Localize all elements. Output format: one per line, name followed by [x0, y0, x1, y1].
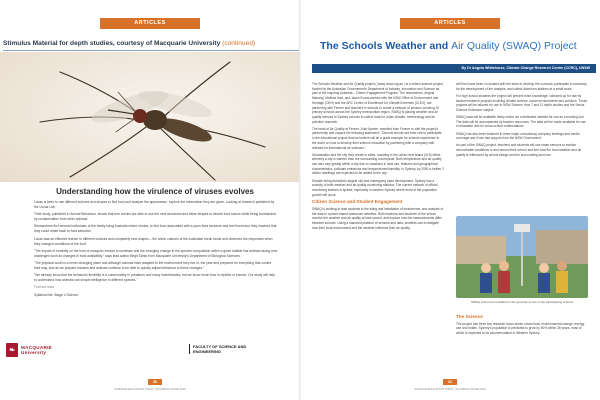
- right-page: [300, 0, 600, 400]
- article-paragraph: Researchers find several individuals of the family living Australia where shrubs, to find food associated with a open flora structure and feel forest and they reached that they could relate back to food selection.: [34, 224, 277, 234]
- article-column-2: [456, 82, 588, 160]
- title-rest: Air Quality (SWAQ) Project: [451, 40, 577, 52]
- column-paragraph: SWAQ is working to lead students in the siting and installation of instruments, and analysis of the data in a place-based classroom activities. Both teachers and students of the school monitor the weather and air quality at their school, and explore how the measurements differ between schools. Using a standard platform of sensors and data, students can investigate how their local environment and the weather influence their air quality.: [312, 207, 444, 230]
- syllabus-link: Syllabus link: Stage 4 Science: [34, 292, 79, 297]
- section-tab: ARTICLES: [100, 18, 200, 29]
- page-number: 30: [148, 379, 162, 385]
- section-tab: ARTICLES: [400, 18, 500, 29]
- mosquito-image: [0, 52, 300, 182]
- macquarie-logo: [6, 343, 52, 357]
- page-header: [3, 40, 300, 51]
- column-paragraph: For high school students the project will present extra knowledge, collected up for use by student research projects involving climate science, urban environments and pollution. These projects will be tailored for use in NSW Science Year 7 and 11 depth studies and the Senior Science Extension subject.: [456, 93, 588, 112]
- column-paragraph: SWAQ data will be available freely online via a dedicated website for use as a learning tool. The data will be accompanied by teacher resources. The data will be made available for use in education and for cross-school collaborations.: [456, 115, 586, 129]
- article-box: [30, 182, 280, 370]
- column-paragraph: Urbanisation and the city they create in cities, resulting in the urban heat island (UHI) effect, whereby a city is warmer than the surrounding countryside. Both temperature and air quality can also vary greatly within a city due to variations in land use, features and geographical characteristics, pollutant emissions and temperatures/humidity. In Sydney, by 2050 a further 2 million dwellings are expected to be added to the city.: [312, 152, 444, 176]
- column-paragraph: As part of the SWAQ project, teachers and students will use smart sensors to monitor microclimate conditions in and around their school and see how the local weather and air quality is influenced by school design and the surrounding land use.: [456, 143, 582, 157]
- article-title: [320, 40, 590, 52]
- article-paragraph: "The impact of humidity on the host of mosquito vectors is uncertain and the changing change in the species composition within a given habitat has animals facing new challenges such as changes in food availability," says lead author Birgit Santo from Macquarie University's Department of Biological Sciences.: [34, 248, 278, 258]
- article-paragraph: Lucas was an effective learner in different cultures and completely new shapes – the shrub cultures of the Australian shrub lands and observed the responses when they changed conditions of the food.: [34, 236, 273, 246]
- logo-line1: MACQUARIE: [21, 344, 53, 350]
- subheading: The Science: [456, 314, 483, 319]
- article-column-2-bottom: [456, 312, 588, 338]
- article-paragraph: Their study, published in Animal Behaviour, shows that tree shrubs are able to use the new structures and these shapes to decide food source while being bombarded by contamination from other animals.: [34, 212, 276, 222]
- column-paragraph: The project has three key research focus areas: urban heat, environmental change, energy use and health. Sydney's population is predicted to grow by 50% within 35 years, most of which is expected to be accommodated in Western Sydney.: [456, 321, 585, 336]
- article-paragraph: Lucas is keen to use different cultures and shapes to find food and analyse the appearance, explore the information they are given. Looking at research published by the Lucas Lab.: [34, 200, 275, 209]
- column-paragraph: SWAQ has also been featured in three major consultancy company briefings and media coverage and it has had support from the NSW Government.: [456, 131, 580, 141]
- title-main: The Schools Weather and: [320, 40, 449, 52]
- subheading: Citizen Science and Student Engagement: [312, 199, 403, 205]
- logo-line2: University: [21, 350, 47, 355]
- article-paragraph: "The physical world is a never-changing place and although animals have adapted to the environment they live in, the year and prepared for everything that comes their way, and as we prepare humans and animals continue to be able to quickly adjust behaviour to these changes.": [34, 260, 272, 270]
- students-photo: [456, 216, 588, 298]
- column-paragraph: Despite being Australia's largest city and undergoing rapid development, Sydney has a scarcity of both weather and air quality monitoring stations. The current network of official monitoring stations is sparse, especially in western Sydney where most of the population growth will occur.: [312, 178, 438, 197]
- photo-caption: SWAQ instrument installed on the grounds of one of the participating schools: [470, 300, 574, 304]
- column-paragraph: The head of Air Quality at Fenner, Julie Upsher, travelled from Fenner to visit the project's partnership and unpack the following statement: "Schools should see their role to participate in the educational project that we believe will be a great example for schools experience in the world on how to develop their science education by partnering with a company with relevant for international air sciences.": [312, 126, 442, 150]
- byline-bar: By Dr Angela Whitehorse, Climate Change Research Centre (CCRC), UNSW: [312, 64, 596, 73]
- macquarie-crest-icon: ❧: [6, 343, 18, 357]
- article-column-1: [312, 82, 444, 233]
- read-more-link[interactable]: Find out more: [34, 285, 55, 290]
- column-paragraph: The Schools Weather and Air Quality project ( swaq.unsw.org.au ) is a citizen science project funded by the Australian Government's Department of Industry, Innovation and Science as part of the Inspiring Australia – Citizen Engagement Program. The researchers, Angela Maharaj, Melissa Hart, and Jason Evans worked with the NSW Office of Environment and Heritage (OEH) and the ARC Centre of Excellence for Climate Extremes (CLEX), are partnering with Fenner and teachers in schools to create a network of sensors covering 20 primary schools across the Sydney metropolitan region. SWAQ is placing weather and air quality sensors in Sydney schools to collect data for urban climate, meteorology and air pollution research.: [312, 82, 443, 124]
- page-footer: SCIENCE EDUCATION TODAY | EXAMPLE ISSUE 2019: [414, 387, 486, 391]
- article-body: [34, 200, 278, 300]
- page-number: 31: [443, 379, 457, 385]
- header-main: Stimulus Material for depth studies, courtesy of Macquarie University: [3, 40, 221, 47]
- article-title: Understanding how the virulence of viruses evolves: [56, 187, 254, 196]
- page-footer: SCIENCE EDUCATION TODAY | EXAMPLE ISSUE 2019: [114, 387, 186, 391]
- faculty-label: FACULTY OF SCIENCE AND ENGINEERING: [189, 344, 269, 354]
- column-paragraph: will then have been co-located with the team to develop the curricula, participate in workshop for the development of the analysis, and collect data from stations at a small scale.: [456, 82, 587, 91]
- header-accent: (continued): [222, 40, 256, 47]
- article-paragraph: "We already know that the behaviour flexibility is a commonality in predators and many invertebrates, but we know much less in reptiles or insects. Our study will help to understand how animals can shape intelligence in different species.": [34, 273, 275, 283]
